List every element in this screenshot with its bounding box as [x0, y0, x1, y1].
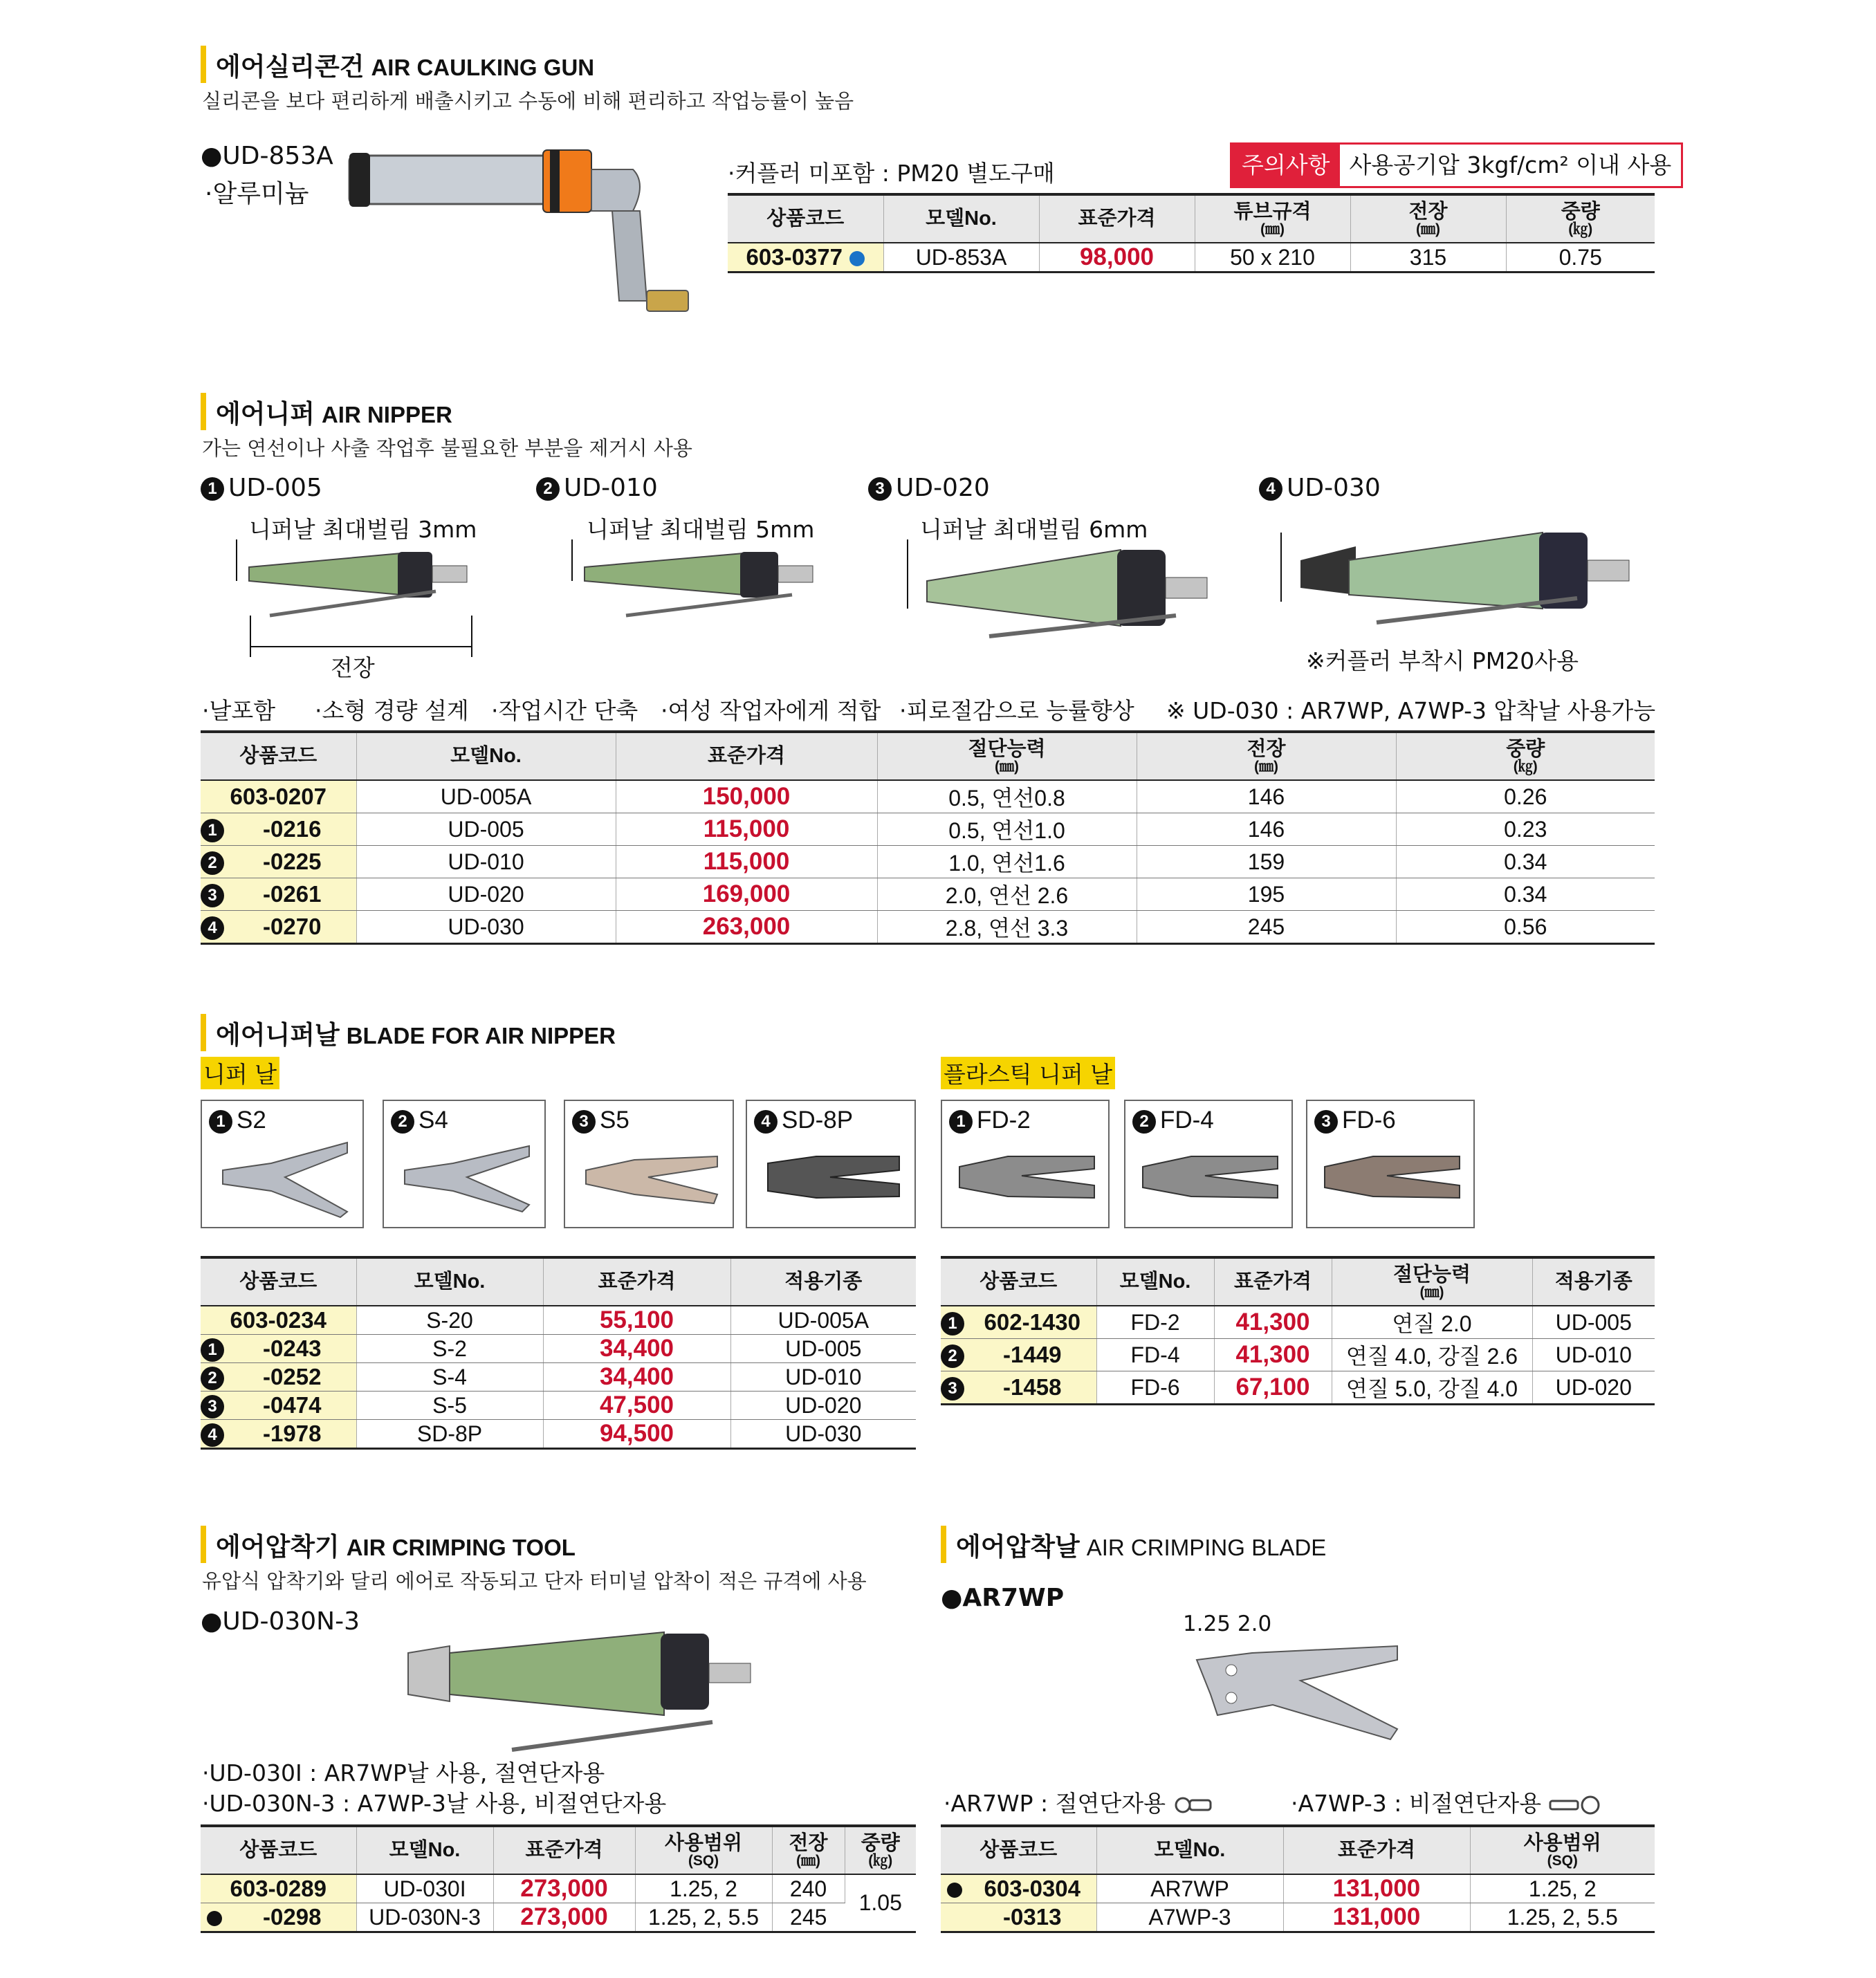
caulk-warning-label: 주의사항	[1232, 145, 1340, 186]
nipper-open-3: 니퍼날 최대벌림 6mm	[920, 516, 1148, 543]
blade-header-price: 표준가격	[543, 1257, 730, 1306]
nipper-blade-table	[201, 1256, 916, 1450]
crimp-header-range: 사용범위 (SQ)	[635, 1826, 772, 1874]
nipper-header-length: 전장 (㎜)	[1137, 732, 1396, 780]
product-code: 4 -0270	[201, 911, 356, 944]
model-no: UD-020	[356, 878, 616, 911]
length: 146	[1137, 780, 1396, 813]
table-row	[201, 1903, 916, 1932]
cutting-capacity: 0.5, 연선1.0	[877, 813, 1137, 846]
product-code: 603-0304	[941, 1874, 1096, 1903]
caulk-section-title	[201, 46, 594, 83]
pblade-header-price: 표준가격	[1214, 1257, 1332, 1306]
applicable-model: UD-010	[1532, 1339, 1655, 1371]
nipper-length-label: 전장	[331, 654, 375, 681]
feature-2: ·소형 경량 설계	[315, 697, 469, 724]
price: 273,000	[493, 1874, 635, 1903]
caulking-gun-image	[342, 142, 709, 335]
nipper-model-4: 4 UD-030	[1259, 474, 1381, 502]
table-row	[941, 1339, 1655, 1371]
nipper-header-cap: 절단능력 (㎜)	[877, 732, 1137, 780]
model-no: UD-010	[356, 846, 616, 878]
product-code: 3 -0474	[201, 1392, 356, 1420]
cutting-capacity: 연질 2.0	[1332, 1306, 1532, 1339]
table-row	[728, 243, 1655, 272]
blade-thumb-s2: 1 S2	[201, 1100, 364, 1228]
nipper-header-price: 표준가격	[616, 732, 877, 780]
use-range: 1.25, 2, 5.5	[1470, 1903, 1655, 1932]
weight: 1.05	[845, 1874, 916, 1932]
caulk-header-tube: 튜브규격 (㎜)	[1195, 194, 1350, 243]
cblade-note-2: ·A7WP-3 : 비절연단자용	[1291, 1786, 1604, 1818]
model-no: FD-4	[1096, 1339, 1214, 1371]
plastic-blade-table	[941, 1256, 1655, 1405]
weight: 0.56	[1396, 911, 1655, 944]
blade-thumb-fd-4: 2 FD-4	[1124, 1100, 1293, 1228]
price: 67,100	[1214, 1371, 1332, 1405]
table-row	[201, 1420, 916, 1449]
feature-5: ·피로절감으로 능률향상	[899, 697, 1134, 724]
blade-section-title	[201, 1014, 616, 1051]
applicable-model: UD-020	[1532, 1371, 1655, 1405]
nipper-title-en: AIR NIPPER	[321, 402, 452, 427]
feature-1: ·날포함	[202, 697, 276, 724]
weight: 0.75	[1506, 243, 1655, 272]
crimp-header-code: 상품코드	[201, 1826, 356, 1874]
price: 41,300	[1214, 1339, 1332, 1371]
table-row	[201, 846, 1655, 878]
cblade-title-ko: 에어압착날	[956, 1532, 1080, 1562]
price: 94,500	[543, 1420, 730, 1449]
price: 34,400	[543, 1335, 730, 1363]
product-code: 3 -1458	[941, 1371, 1096, 1405]
price: 115,000	[616, 846, 877, 878]
blade-thumb-s4: 2 S4	[383, 1100, 546, 1228]
length: 315	[1350, 243, 1506, 272]
caulk-model-label: ●UD-853A	[201, 142, 333, 170]
use-range: 1.25, 2	[635, 1874, 772, 1903]
caulk-material: ·알루미늄	[205, 180, 309, 208]
table-row	[201, 813, 1655, 846]
product-code: 603-0234	[201, 1306, 356, 1335]
model-no: A7WP-3	[1096, 1903, 1283, 1932]
insulated-terminal-icon	[1173, 1795, 1215, 1815]
nipper-open-1: 니퍼날 최대벌림 3mm	[249, 516, 477, 543]
caulk-table	[728, 193, 1655, 273]
product-code: 2 -0252	[201, 1363, 356, 1392]
cutting-capacity: 1.0, 연선1.6	[877, 846, 1137, 878]
crimp-note-2: ·UD-030N-3 : A7WP-3날 사용, 비절연단자용	[202, 1790, 667, 1817]
blue-dot-icon	[849, 251, 865, 266]
model-no: UD-853A	[883, 243, 1039, 272]
crimp-table	[201, 1824, 916, 1933]
bullet-dot-icon	[207, 1911, 222, 1926]
length: 159	[1137, 846, 1396, 878]
crimp-header-price: 표준가격	[493, 1826, 635, 1874]
crimp-title-ko: 에어압착기	[216, 1532, 340, 1562]
model-no: UD-030N-3	[356, 1903, 493, 1932]
table-row	[201, 1306, 916, 1335]
crimping-blade-image	[1190, 1639, 1411, 1750]
table-row	[201, 1874, 916, 1903]
price: 115,000	[616, 813, 877, 846]
product-code: 603-0289	[201, 1874, 356, 1903]
pblade-header-cap: 절단능력 (㎜)	[1332, 1257, 1532, 1306]
price: 169,000	[616, 878, 877, 911]
product-code: 2 -1449	[941, 1339, 1096, 1371]
blade-header-model: 모델No.	[356, 1257, 543, 1306]
blade-thumb-fd-2: 1 FD-2	[941, 1100, 1110, 1228]
model-no: UD-030I	[356, 1874, 493, 1903]
pblade-header-model: 모델No.	[1096, 1257, 1214, 1306]
price: 55,100	[543, 1306, 730, 1335]
weight: 0.26	[1396, 780, 1655, 813]
crimp-model-label: ●UD-030N-3	[201, 1607, 360, 1636]
blade-title-ko: 에어니퍼날	[216, 1020, 340, 1050]
ud-030-image	[1273, 526, 1646, 629]
ud-010-image	[564, 539, 827, 629]
cblade-note-1: ·AR7WP : 절연단자용	[944, 1786, 1215, 1818]
cblade-table	[941, 1824, 1655, 1933]
table-row	[201, 878, 1655, 911]
model-no: FD-2	[1096, 1306, 1214, 1339]
cblade-header-price: 표준가격	[1283, 1826, 1470, 1874]
model-no: UD-005	[356, 813, 616, 846]
nipper-coupler-note: ※커플러 부착시 PM20사용	[1306, 647, 1579, 674]
blade-header-fit: 적용기종	[730, 1257, 916, 1306]
caulk-header-weight: 중량 (㎏)	[1506, 194, 1655, 243]
product-code: 4 -1978	[201, 1420, 356, 1449]
feature-3: ·작업시간 단축	[491, 697, 638, 724]
blade-fd-4-icon	[1136, 1136, 1285, 1219]
product-code: 2 -0225	[201, 846, 356, 878]
cblade-section-title	[941, 1526, 1326, 1563]
feature-4: ·여성 작업자에게 적합	[661, 697, 881, 724]
nipper-title-ko: 에어니퍼	[216, 399, 315, 429]
model-no: S-4	[356, 1363, 543, 1392]
weight: 0.34	[1396, 846, 1655, 878]
table-row	[201, 780, 1655, 813]
applicable-model: UD-020	[730, 1392, 916, 1420]
weight: 0.34	[1396, 878, 1655, 911]
cutting-capacity: 0.5, 연선0.8	[877, 780, 1137, 813]
model-no: AR7WP	[1096, 1874, 1283, 1903]
blade-thumb-fd-6: 3 FD-6	[1306, 1100, 1475, 1228]
cblade-header-code: 상품코드	[941, 1826, 1096, 1874]
product-code: 1 602-1430	[941, 1306, 1096, 1339]
product-code: 603-0377	[728, 243, 883, 272]
length: 245	[772, 1903, 845, 1932]
blade-s2-icon	[216, 1136, 354, 1219]
blade-fd-6-icon	[1318, 1136, 1466, 1219]
nipper-model-2: 2 UD-010	[536, 474, 658, 502]
nipper-section-title	[201, 393, 452, 430]
product-code: 603-0207	[201, 780, 356, 813]
blade-s5-icon	[579, 1136, 724, 1219]
caulk-title-ko: 에어실리콘건	[216, 52, 365, 82]
nipper-table	[201, 730, 1655, 945]
table-row	[201, 1363, 916, 1392]
nipper-open-2: 니퍼날 최대벌림 5mm	[587, 516, 815, 543]
blade-fd-2-icon	[953, 1136, 1101, 1219]
price: 150,000	[616, 780, 877, 813]
model-no: SD-8P	[356, 1420, 543, 1449]
length: 146	[1137, 813, 1396, 846]
caulk-warning-box	[1230, 142, 1683, 188]
table-row	[941, 1371, 1655, 1405]
pblade-header-code: 상품코드	[941, 1257, 1096, 1306]
applicable-model: UD-010	[730, 1363, 916, 1392]
product-code: 1 -0243	[201, 1335, 356, 1363]
table-row	[201, 911, 1655, 944]
caulk-warning-text: 사용공기압 3kgf/cm² 이내 사용	[1349, 151, 1672, 178]
caulk-header-length: 전장 (㎜)	[1350, 194, 1506, 243]
price: 131,000	[1283, 1874, 1470, 1903]
caulk-description: 실리콘을 보다 편리하게 배출시키고 수동에 비해 편리하고 작업능률이 높음	[202, 89, 854, 113]
crimp-header-length: 전장 (㎜)	[772, 1826, 845, 1874]
applicable-model: UD-005	[1532, 1306, 1655, 1339]
blade-sd-8p-icon	[761, 1136, 906, 1219]
nipper-header-model: 모델No.	[356, 732, 616, 780]
nipper-blade-label: 니퍼 날	[201, 1057, 279, 1089]
crimping-tool-image	[401, 1625, 789, 1764]
crimp-title-en: AIR CRIMPING TOOL	[346, 1535, 576, 1560]
blade-header-code: 상품코드	[201, 1257, 356, 1306]
price: 131,000	[1283, 1903, 1470, 1932]
table-row	[201, 1392, 916, 1420]
non-insulated-terminal-icon	[1549, 1795, 1604, 1815]
cutting-capacity: 연질 4.0, 강질 2.6	[1332, 1339, 1532, 1371]
caulk-title-en: AIR CAULKING GUN	[371, 55, 595, 80]
ud-020-image	[899, 539, 1245, 643]
table-row	[941, 1306, 1655, 1339]
table-row	[941, 1903, 1655, 1932]
applicable-model: UD-030	[730, 1420, 916, 1449]
caulk-header-price: 표준가격	[1039, 194, 1195, 243]
weight: 0.23	[1396, 813, 1655, 846]
plastic-nipper-blade-label: 플라스틱 니퍼 날	[941, 1057, 1115, 1089]
cblade-model-label: ●AR7WP	[941, 1584, 1065, 1612]
cblade-title-en: AIR CRIMPING BLADE	[1086, 1535, 1327, 1560]
caulk-coupler-note: ·커플러 미포함 : PM20 별도구매	[728, 160, 1055, 187]
price: 41,300	[1214, 1306, 1332, 1339]
price: 47,500	[543, 1392, 730, 1420]
crimp-header-model: 모델No.	[356, 1826, 493, 1874]
price: 98,000	[1039, 243, 1195, 272]
model-no: FD-6	[1096, 1371, 1214, 1405]
use-range: 1.25, 2	[1470, 1874, 1655, 1903]
nipper-description: 가는 연선이나 사출 작업후 불필요한 부분을 제거시 사용	[202, 436, 692, 460]
cutting-capacity: 2.0, 연선 2.6	[877, 878, 1137, 911]
model-no: UD-030	[356, 911, 616, 944]
model-no: S-5	[356, 1392, 543, 1420]
caulk-header-code: 상품코드	[728, 194, 883, 243]
crimp-header-weight: 중량 (㎏)	[845, 1826, 916, 1874]
product-code: -0298	[201, 1903, 356, 1932]
cutting-capacity: 연질 5.0, 강질 4.0	[1332, 1371, 1532, 1405]
applicable-model: UD-005A	[730, 1306, 916, 1335]
caulk-header-model: 모델No.	[883, 194, 1039, 243]
crimp-section-title	[201, 1526, 576, 1563]
table-row	[941, 1874, 1655, 1903]
model-no: UD-005A	[356, 780, 616, 813]
feature-6: ※ UD-030 : AR7WP, A7WP-3 압착날 사용가능	[1166, 697, 1656, 724]
length: 195	[1137, 878, 1396, 911]
price: 263,000	[616, 911, 877, 944]
cblade-header-model: 모델No.	[1096, 1826, 1283, 1874]
price: 34,400	[543, 1363, 730, 1392]
blade-s4-icon	[398, 1136, 536, 1219]
cutting-capacity: 2.8, 연선 3.3	[877, 911, 1137, 944]
model-no: S-2	[356, 1335, 543, 1363]
crimp-description: 유압식 압착기와 달리 에어로 작동되고 단자 터미널 압착이 적은 규격에 사용	[202, 1569, 867, 1593]
table-row	[201, 1335, 916, 1363]
nipper-model-1: 1 UD-005	[201, 474, 322, 502]
price: 273,000	[493, 1903, 635, 1932]
product-code: 3 -0261	[201, 878, 356, 911]
blade-title-en: BLADE FOR AIR NIPPER	[346, 1023, 616, 1048]
model-no: S-20	[356, 1306, 543, 1335]
product-code: 1 -0216	[201, 813, 356, 846]
tube-spec: 50 x 210	[1195, 243, 1350, 272]
nipper-header-code: 상품코드	[201, 732, 356, 780]
length: 240	[772, 1874, 845, 1903]
blade-thumb-sd-8p: 4 SD-8P	[746, 1100, 916, 1228]
cblade-header-range: 사용범위 (SQ)	[1470, 1826, 1655, 1874]
crimp-note-1: ·UD-030I : AR7WP날 사용, 절연단자용	[202, 1759, 605, 1786]
cblade-size-label: 1.25 2.0	[1183, 1611, 1272, 1636]
pblade-header-fit: 적용기종	[1532, 1257, 1655, 1306]
nipper-header-weight: 중량 (㎏)	[1396, 732, 1655, 780]
applicable-model: UD-005	[730, 1335, 916, 1363]
nipper-model-3: 3 UD-020	[868, 474, 990, 502]
length: 245	[1137, 911, 1396, 944]
bullet-dot-icon	[947, 1883, 962, 1898]
product-code: -0313	[941, 1903, 1096, 1932]
use-range: 1.25, 2, 5.5	[635, 1903, 772, 1932]
blade-thumb-s5: 3 S5	[564, 1100, 734, 1228]
